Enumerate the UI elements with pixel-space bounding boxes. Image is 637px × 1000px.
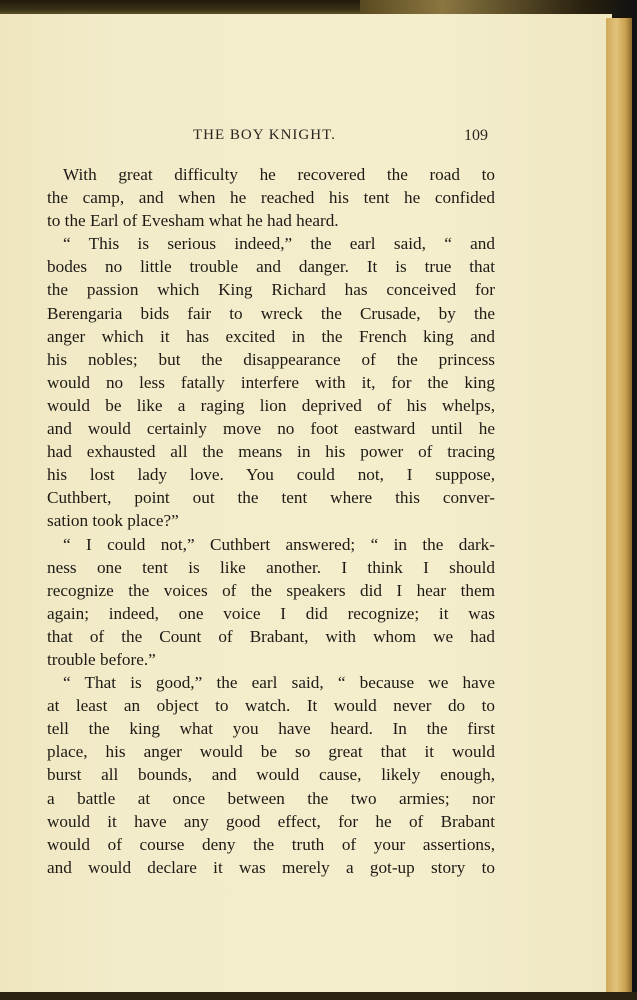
text-line: “ That is good,” the earl said, “ because we have	[63, 673, 495, 693]
book-page	[0, 14, 612, 996]
text-line: With great difficulty he recovered the road to	[63, 165, 495, 184]
text-line: would no less fatally interfere with it, for the king	[47, 372, 495, 392]
page-edges	[606, 18, 632, 996]
running-title: THE BOY KNIGHT.	[193, 127, 336, 143]
page-number: 109	[464, 127, 488, 144]
text-line: at least an object to watch. It would never do to	[47, 696, 495, 716]
text-line: the camp, and when he reached his tent he confided	[47, 188, 495, 208]
text-line: and would declare it was merely a got-up story to	[47, 857, 495, 877]
text-line: bodes no little trouble and danger. It is true that	[47, 257, 495, 277]
text-line: trouble before.”	[47, 649, 156, 669]
text-line: his nobles; but the disappearance of the princess	[47, 349, 495, 369]
text-line: to the Earl of Evesham what he had heard.	[47, 211, 339, 231]
text-line: would it have any good effect, for he of Brabant	[47, 811, 495, 831]
text-line: that of the Count of Brabant, with whom we had	[47, 626, 495, 646]
text-line: would be like a raging lion deprived of his whelps,	[47, 395, 495, 415]
text-line: Cuthbert, point out the tent where this conver-	[47, 488, 495, 508]
text-line: his lost lady love. You could not, I suppose,	[47, 465, 495, 485]
text-line: “ This is serious indeed,” the earl said, “ and	[63, 234, 495, 254]
text-line: had exhausted all the means in his power of tracing	[47, 442, 495, 462]
text-line: place, his anger would be so great that it would	[47, 742, 495, 762]
text-line: recognize the voices of the speakers did I hear them	[47, 580, 495, 600]
book-cover-edge	[632, 0, 637, 1000]
text-line: would of course deny the truth of your assertions,	[47, 834, 495, 854]
text-line: Berengaria bids fair to wreck the Crusade, by the	[47, 303, 495, 323]
text-line: the passion which King Richard has conceived for	[47, 280, 495, 300]
text-line: sation took place?”	[47, 511, 179, 531]
text-line: again; indeed, one voice I did recognize; it was	[47, 603, 495, 623]
text-line: ness one tent is like another. I think I should	[47, 557, 495, 577]
text-line: anger which it has excited in the French king and	[47, 326, 495, 346]
text-line: a battle at once between the two armies; nor	[47, 788, 495, 808]
text-line: tell the king what you have heard. In the first	[47, 719, 495, 739]
running-header	[0, 127, 612, 149]
book-bottom-edge	[0, 992, 637, 1000]
text-line: burst all bounds, and would cause, likely enough,	[47, 765, 495, 785]
text-line: and would certainly move no foot eastward until he	[47, 419, 495, 439]
text-line: “ I could not,” Cuthbert answered; “ in the dark-	[63, 534, 495, 554]
body-text	[47, 163, 495, 879]
